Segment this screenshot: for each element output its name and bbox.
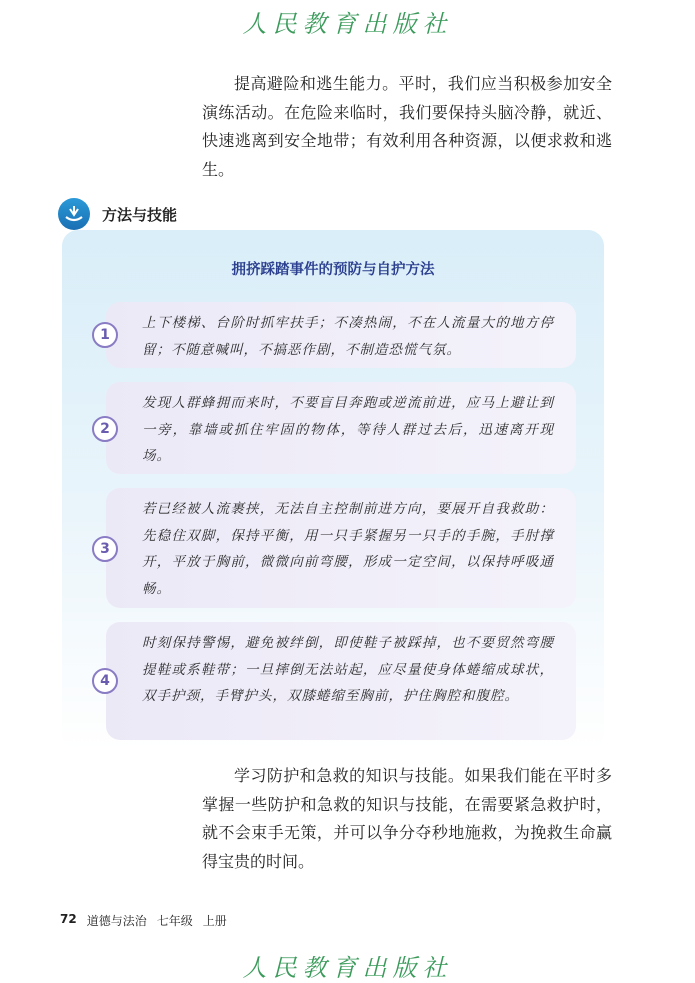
- subject-name: 道德与法治: [86, 914, 147, 928]
- tips-panel: [62, 230, 604, 750]
- tip-card-3: [100, 488, 576, 608]
- closing-paragraph: 学习防护和急救的知识与技能。如果我们能在平时多掌握一些防护和急救的知识与技能，在需要紧急救护时，就不会束手无策，并可以争分夺秒地施救，为挽救生命赢得宝贵的时间。: [202, 766, 612, 871]
- grade-level: 七年级: [156, 914, 193, 928]
- tip-number-badge: 4: [92, 668, 118, 694]
- tip-card-4: [100, 622, 576, 740]
- publisher-watermark-top: 人民教育出版社: [242, 10, 453, 38]
- tip-text: 上下楼梯、台阶时抓牢扶手；不凑热闹，不在人流量大的地方停留；不随意喊叫，不搞恶作剧，不制造恐慌气氛。: [142, 315, 554, 358]
- panel-title: 拥挤踩踏事件的预防与自护方法: [231, 262, 435, 278]
- tip-text: 发现人群蜂拥而来时，不要盲目奔跑或逆流前进，应马上避让到一旁，靠墙或抓住牢固的物体，等待人群过去后，迅速离开现场。: [142, 395, 554, 464]
- volume-label: 上册: [202, 914, 227, 928]
- section-header: [58, 198, 177, 230]
- page-footer: [60, 912, 227, 929]
- tip-card-1: [100, 302, 576, 368]
- tip-card-2: [100, 382, 576, 474]
- methods-skills-icon: [58, 198, 90, 230]
- page-number: 72: [60, 912, 77, 926]
- tip-text: 时刻保持警惕，避免被绊倒，即使鞋子被踩掉，也不要贸然弯腰提鞋或系鞋带；一旦摔倒无法站起，应尽量使身体蜷缩成球状，双手护颈，手臂护头，双膝蜷缩至胸前，护住胸腔和腹腔。: [142, 635, 554, 704]
- intro-paragraph: 提高避险和逃生能力。平时，我们应当积极参加安全演练活动。在危险来临时，我们要保持头脑冷静，就近、快速逃离到安全地带；有效利用各种资源，以便求救和逃生。: [202, 74, 612, 179]
- tip-number-badge: 2: [92, 416, 118, 442]
- tip-number-badge: 3: [92, 536, 118, 562]
- tip-number-badge: 1: [92, 322, 118, 348]
- section-title: 方法与技能: [102, 205, 178, 224]
- publisher-watermark-bottom: 人民教育出版社: [242, 954, 453, 982]
- tip-text: 若已经被人流裹挟，无法自主控制前进方向，要展开自我救助：先稳住双脚，保持平衡，用一只手紧握另一只手的手腕，手肘撑开，平放于胸前，微微向前弯腰，形成一定空间，以保持呼吸通畅。: [142, 501, 554, 597]
